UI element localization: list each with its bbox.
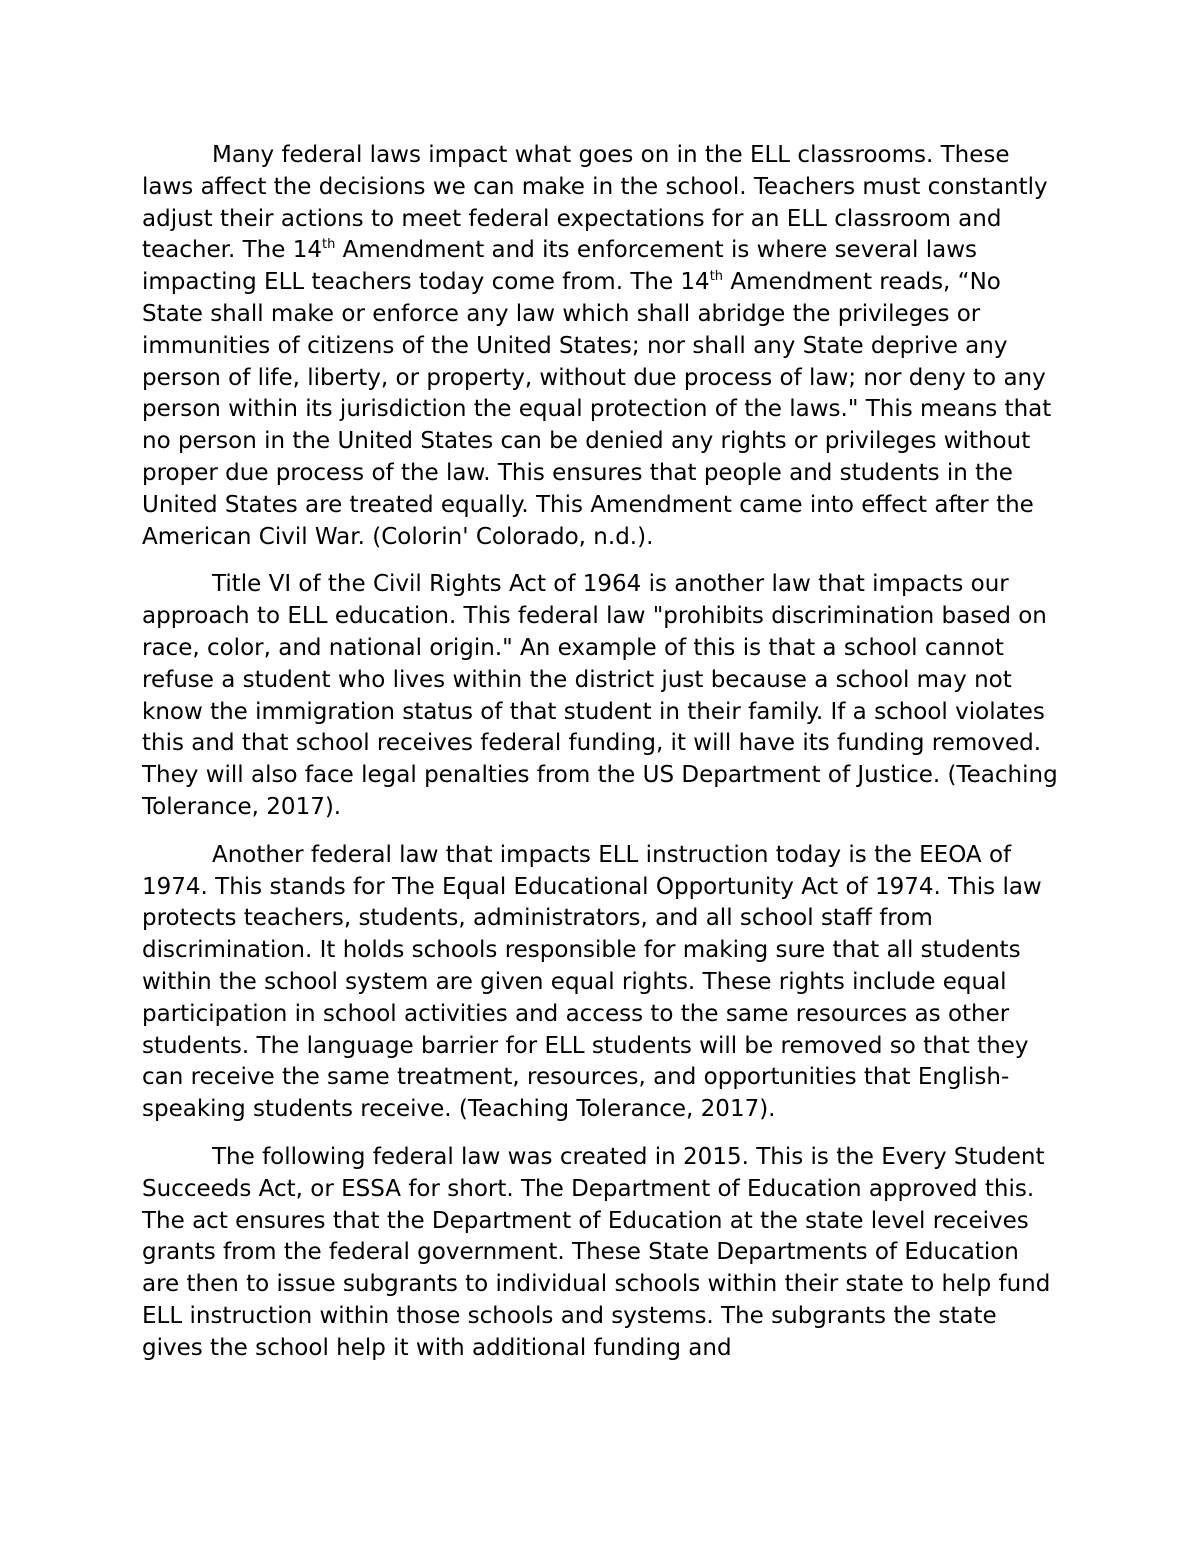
paragraph-fourteenth-amendment (142, 140, 1062, 553)
paragraph-text: Amendment reads, “No State shall make or enforce any law which shall abridge the privileges or immunities of citizens of the United States; nor shall any State deprive any person of life, liberty, or property, without due process of law; nor deny to any person within its jurisdiction the equal protection of the laws." This means that no person in the United States can be denied any rights or privileges without proper due process of the law. This ensures that people and students in the United States are treated equally. This Amendment came into effect after the American Civil War. (Colorin' Colorado, n.d.). (142, 269, 1052, 550)
paragraph-text: Many federal laws impact what goes on in the ELL classrooms. These laws affect the decisions we can make in the school. Teachers must constantly adjust their actions to meet federal expectations for an ELL classroom and teacher. The 14 (142, 142, 1048, 264)
document-body (142, 140, 1062, 1380)
paragraph-eeoa: Another federal law that impacts ELL instruction today is the EEOA of 1974. This stands for The Equal Educational Opportunity Act of 1974. This law protects teachers, students, administrators, and all school staff from discrimination. It holds schools responsible for making sure that all students within the school system are given equal rights. These rights include equal participation in school activities and access to the same resources as other students. The language barrier for ELL students will be removed so that they can receive the same treatment, resources, and opportunities that English-speaking students receive. (Teaching Tolerance, 2017). (142, 841, 1042, 1123)
superscript-ordinal: th (321, 237, 336, 253)
paragraph-title-vi: Title VI of the Civil Rights Act of 1964 is another law that impacts our approach to ELL education. This federal law "prohibits discrimination based on race, color, and national origin." An example of this is that a school cannot refuse a student who lives within the district just because a school may not know the immigration status of that student in their family. If a school violates this and that school receives federal funding, it will have its funding removed. They will also face legal penalties from the US Department of Justice. (Teaching Tolerance, 2017). (142, 571, 1058, 820)
paragraph-text: Amendment and its enforcement is where several laws impacting ELL teachers today come from. The 14 (142, 237, 977, 296)
paragraph-essa: The following federal law was created in 2015. This is the Every Student Succeeds Act, or ESSA for short. The Department of Education approved this. The act ensures that the Department of Education at the state level receives grants from the federal government. These State Departments of Education are then to issue subgrants to individual schools within their state to help fund ELL instruction within those schools and systems. The subgrants the state gives the school help it with additional funding and (142, 1143, 1051, 1361)
superscript-ordinal: th (709, 269, 724, 285)
